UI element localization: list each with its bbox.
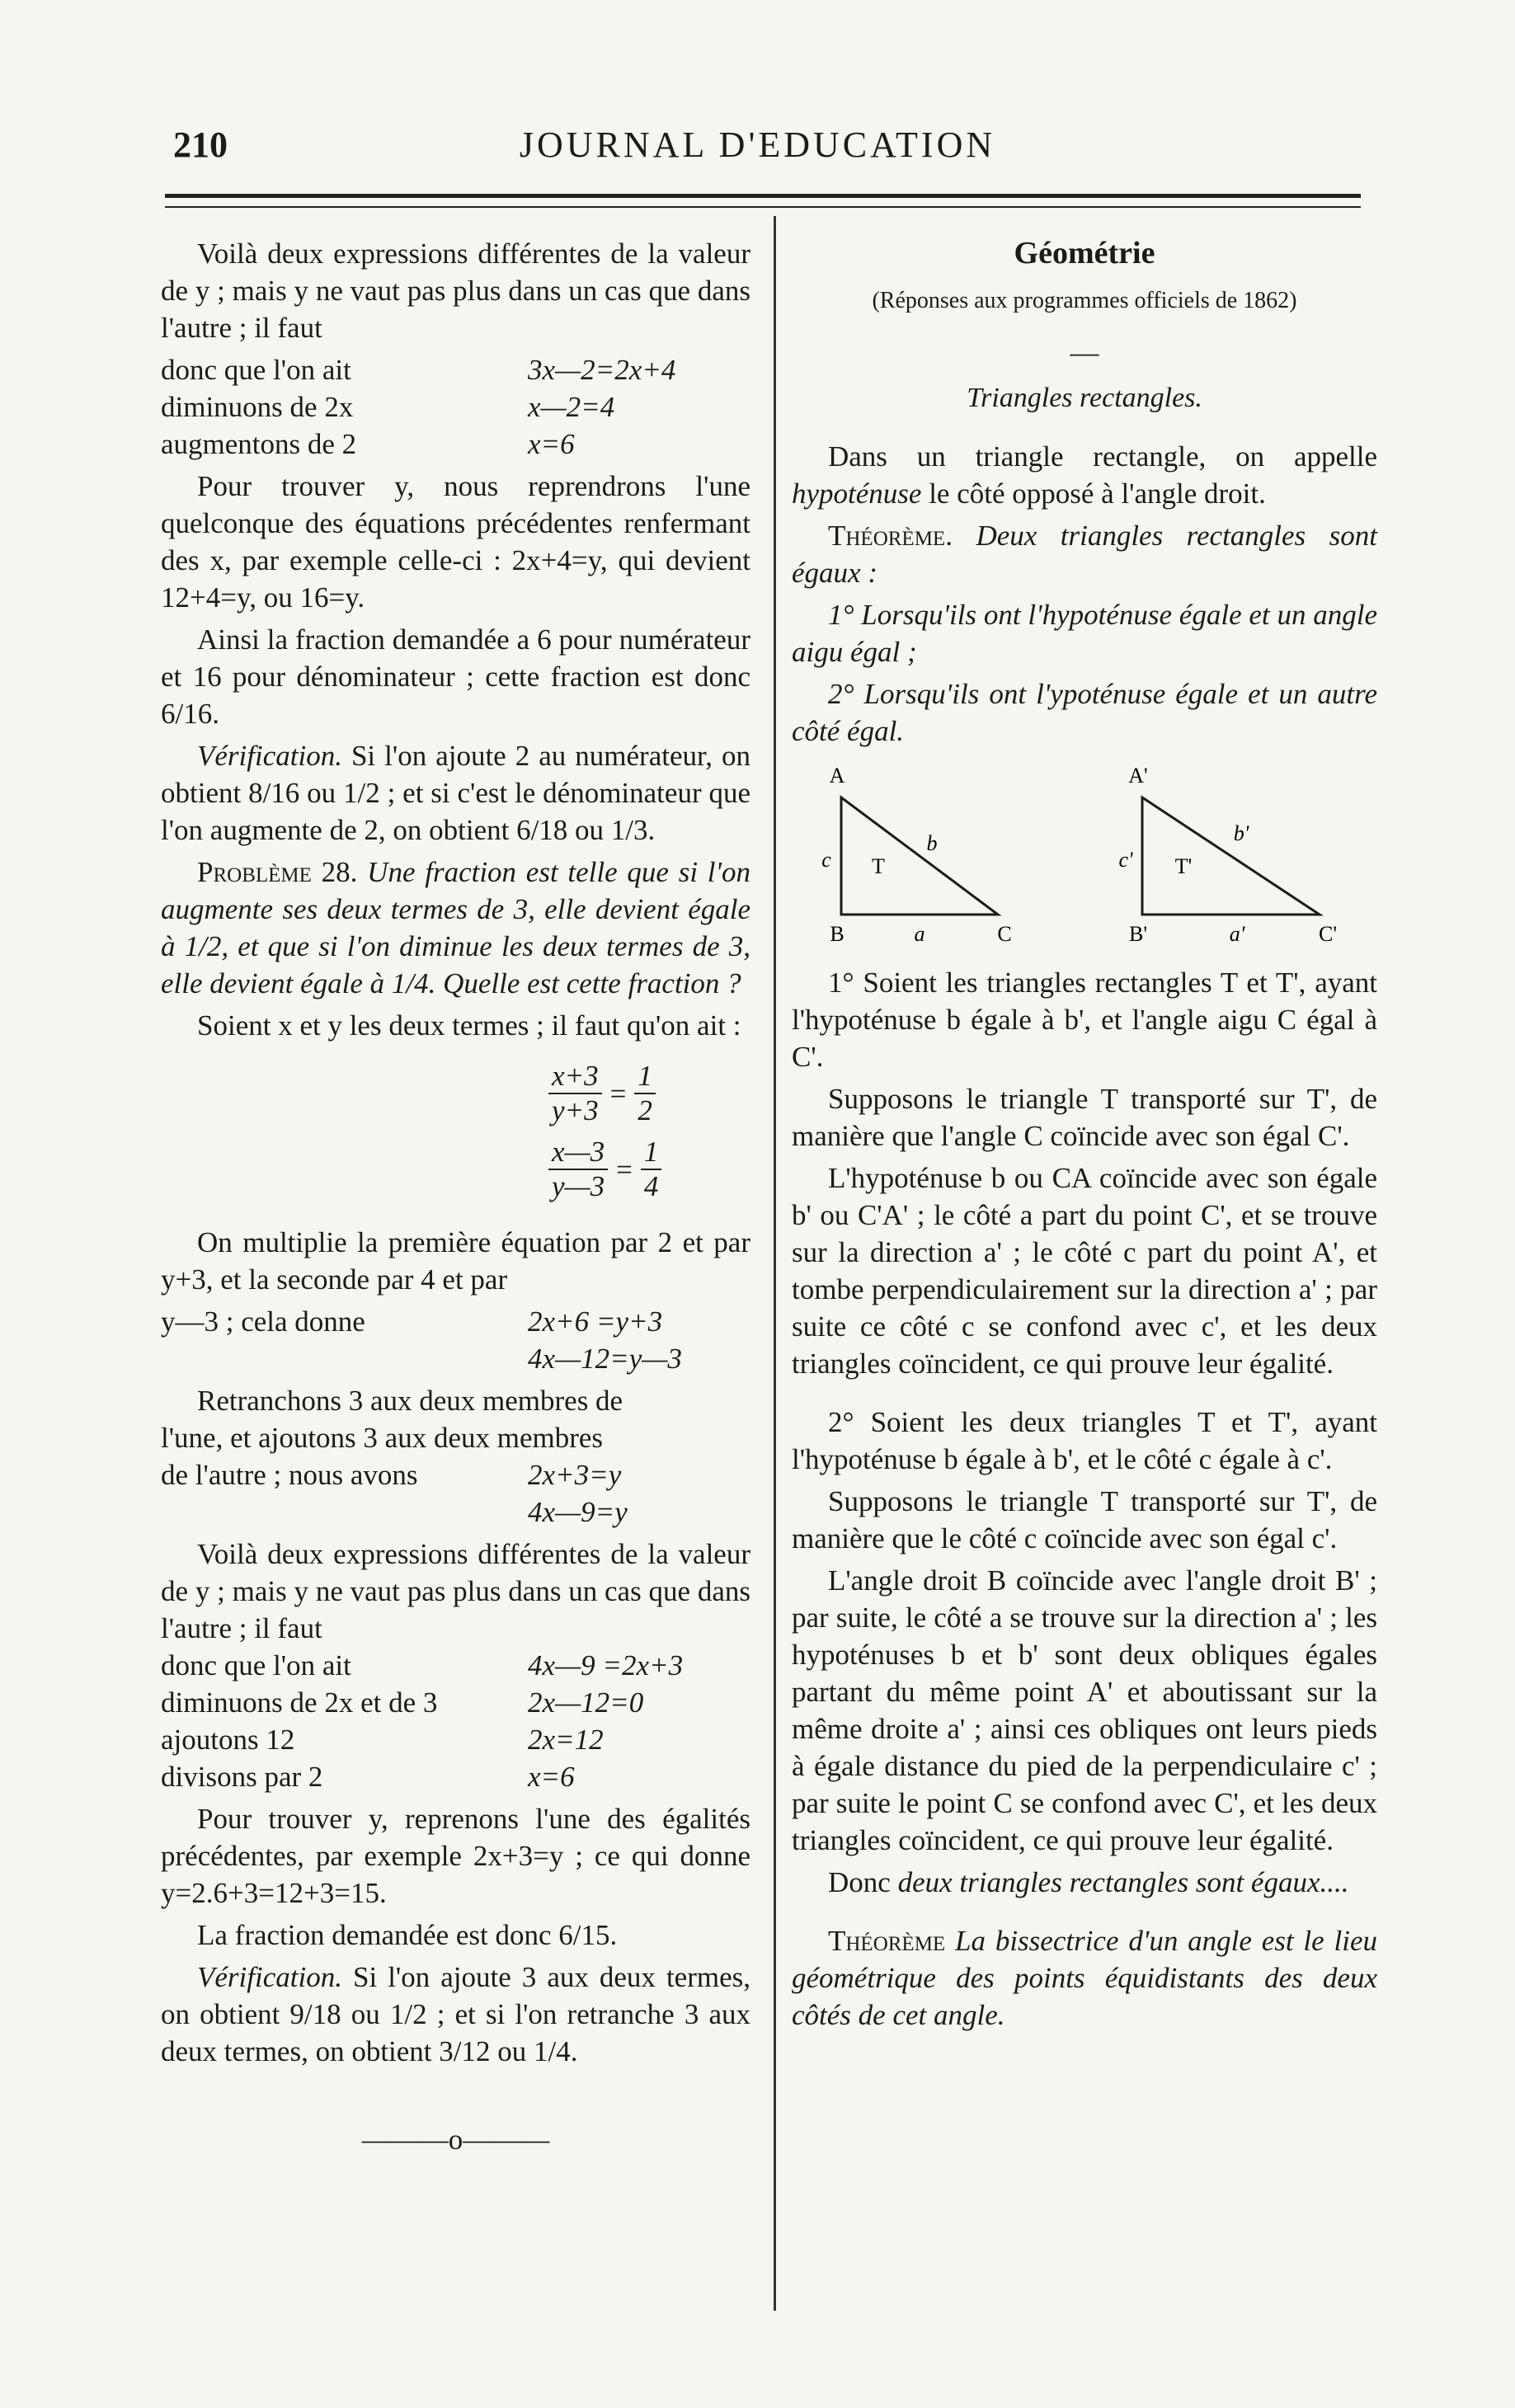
verification-label: Vérification. <box>197 1961 342 1993</box>
paragraph: 2° Soient les deux triangles T et T', ayant l'hypoténuse b égale à b', et le côté c égale à c'. <box>792 1406 1377 1475</box>
equation: 4x—12=y—3 <box>528 1343 682 1375</box>
paragraph: Voilà deux expressions différentes de la valeur de y ; mais y ne vaut pas plus dans un cas que dans l'autre ; il faut <box>161 238 750 344</box>
triangle-label: T' <box>1174 854 1193 878</box>
paragraph: Supposons le triangle T transporté sur T', de manière que le côté c coïncide avec son égal c'. <box>792 1485 1377 1554</box>
fraction-denominator: y+3 <box>552 1094 599 1126</box>
equation-label: ajoutons 12 <box>161 1724 295 1756</box>
text: le côté opposé à l'angle droit. <box>929 477 1266 510</box>
header-rule-thick <box>165 194 1361 198</box>
text: Donc <box>828 1866 891 1898</box>
equation-line <box>161 426 750 463</box>
term: hypoténuse <box>792 477 922 510</box>
paragraph: Retranchons 3 aux deux membres de <box>197 1385 623 1417</box>
paragraph: l'une, et ajoutons 3 aux deux membres <box>161 1422 604 1454</box>
theorem-case: 1° Lorsqu'ils ont l'hypoténuse égale et un angle aigu égal ; <box>792 599 1377 668</box>
equation: 2x=12 <box>528 1724 604 1756</box>
left-column <box>161 235 750 2158</box>
triangle-label: T <box>872 854 885 878</box>
equation-line <box>161 1684 750 1721</box>
equation-line <box>161 1721 750 1758</box>
equation: 4x—9=y <box>528 1496 628 1528</box>
paragraph: Pour trouver y, reprenons l'une des égalités précédentes, par exemple 2x+3=y ; ce qui donne y=2.6+3=12+3=15. <box>161 1803 750 1909</box>
paragraph: Voilà deux expressions différentes de la valeur de y ; mais y ne vaut pas plus dans un cas que dans l'autre ; il faut <box>161 1538 750 1644</box>
vertex-label: B <box>830 922 845 946</box>
theorem-paragraph <box>792 1922 1377 2034</box>
theorem-label: Théorème <box>828 1925 946 1957</box>
fraction-denominator: 2 <box>638 1094 652 1126</box>
equation: 3x—2=2x+4 <box>528 354 676 386</box>
column-divider <box>774 216 776 2311</box>
paragraph <box>161 737 750 849</box>
equation-label: diminuons de 2x <box>161 391 354 423</box>
triangle-T-shape <box>841 797 998 915</box>
triangle-figures <box>792 758 1377 956</box>
separator-dash: — <box>1070 336 1099 369</box>
paragraph <box>792 438 1377 512</box>
triangle-T-prime-shape <box>1142 797 1320 915</box>
equation-line <box>161 1493 750 1531</box>
fraction-denominator: y—3 <box>552 1170 605 1202</box>
equation-label: augmentons de 2 <box>161 428 357 460</box>
side-label: c <box>821 848 831 872</box>
equation: 2x+3=y <box>528 1459 622 1491</box>
paragraph: 1° Soient les triangles rectangles T et T', ayant l'hypoténuse b égale à b', et l'angle aigu C égal à C'. <box>792 966 1377 1073</box>
fraction-numerator: x+3 <box>548 1060 602 1094</box>
equation: 2x+6 =y+3 <box>528 1305 663 1338</box>
equation-label: divisons par 2 <box>161 1761 323 1793</box>
equation-line <box>161 351 750 388</box>
text: Dans un triangle rectangle, on appelle <box>828 440 1377 473</box>
paragraph: La fraction demandée est donc 6/15. <box>197 1919 618 1951</box>
conclusion: deux triangles rectangles sont égaux.... <box>897 1866 1349 1898</box>
side-label: b <box>926 831 938 855</box>
page-number: 210 <box>173 125 228 165</box>
theorem-text: La bissectrice d'un angle est le lieu géométrique des points équidistants des deux côtés de cet angle. <box>792 1925 1377 2031</box>
equation-line <box>161 1758 750 1795</box>
paragraph: L'hypoténuse b ou CA coïncide avec son égale b' ou C'A' ; le côté a part du point C', et se trouve sur la direction a' ; le côté c part du point A', et tombe perpendiculairement sur la direction a' ; par suite ce côté c se confond avec c', et les deux triangles coïncident, ce qui prouve leur égalité. <box>792 1162 1377 1380</box>
equation-label: donc que l'on ait <box>161 354 351 386</box>
section-subtitle: (Réponses aux programmes officiels de 1862) <box>872 288 1297 313</box>
verification-text: Si l'on ajoute 3 aux deux termes, on obtient 9/18 ou 1/2 ; et si l'on retranche 3 aux deux termes, on obtient 3/12 ou 1/4. <box>161 1961 750 2067</box>
paragraph <box>792 1864 1377 1901</box>
problem-text: Une fraction est telle que si l'on augmente ses deux termes de 3, elle devient égale à 1/2, et que si l'on diminue les deux termes de 3, elle devient égale à 1/4. Quelle est cette fraction ? <box>161 856 750 999</box>
fraction-numerator: x—3 <box>548 1136 608 1170</box>
equation-label: y—3 ; cela donne <box>161 1305 365 1338</box>
paragraph: Ainsi la fraction demandée a 6 pour numérateur et 16 pour dénominateur ; cette fraction est donc 6/16. <box>161 623 750 730</box>
equation-line <box>161 1303 750 1340</box>
end-mark: ———o——— <box>361 2123 550 2156</box>
equation-label: donc que l'on ait <box>161 1649 351 1681</box>
paragraph: L'angle droit B coïncide avec l'angle droit B' ; par suite, le côté a se trouve sur la direction a' ; les hypoténuses b et b' sont deux obliques égales partant du même point A' et aboutissant sur la même droite a' ; ainsi ces obliques ont leurs pieds à égale distance du pied de la perpendiculaire c' ; par suite le point C se confond avec C', et les deux triangles coïncident, ce qui prouve leur égalité. <box>792 1564 1377 1856</box>
topic-title: Triangles rectangles. <box>967 383 1202 413</box>
paragraph <box>161 1959 750 2070</box>
side-label: c' <box>1118 848 1133 872</box>
triangle-T-prime <box>1118 764 1337 946</box>
paragraph: Soient x et y les deux termes ; il faut qu'on ait : <box>197 1009 741 1042</box>
equation: 2x—12=0 <box>528 1686 644 1719</box>
paragraph: Pour trouver y, nous reprendrons l'une quelconque des équations précédentes renfermant des x, par exemple celle-ci : 2x+4=y, qui devient 12+4=y, ou 16=y. <box>161 470 750 614</box>
equation: x—2=4 <box>528 391 615 423</box>
equation-line <box>161 1647 750 1684</box>
vertex-label: A <box>829 764 845 788</box>
equation: 4x—9 =2x+3 <box>528 1649 684 1681</box>
page-header <box>0 124 1515 173</box>
vertex-label: B' <box>1128 922 1148 946</box>
triangle-diagram <box>792 758 1377 956</box>
vertex-label: C <box>997 922 1012 946</box>
theorem-case: 2° Lorsqu'ils ont l'ypoténuse égale et un autre côté égal. <box>792 678 1377 747</box>
equation: x=6 <box>528 428 575 460</box>
paragraph: On multiplie la première équation par 2 et par y+3, et la seconde par 4 et par <box>161 1226 750 1296</box>
equation-label: diminuons de 2x et de 3 <box>161 1686 438 1719</box>
triangle-T <box>821 764 1011 946</box>
problem-paragraph <box>161 854 750 1002</box>
fraction-denominator: 4 <box>643 1170 659 1202</box>
paragraph: Supposons le triangle T transporté sur T', de manière que l'angle C coïncide avec son égal C'. <box>792 1083 1377 1152</box>
fraction-equations <box>548 1056 750 1207</box>
vertex-label: A' <box>1128 764 1148 788</box>
problem-label: Problème 28. <box>197 856 358 888</box>
equation-line <box>161 1340 750 1377</box>
fraction-equation: $\frac{x—3}{y—3}$ = $\frac{1}{4}$ <box>548 1131 750 1207</box>
fraction-numerator: 1 <box>641 1136 662 1170</box>
equation-line <box>161 388 750 426</box>
equation-label: de l'autre ; nous avons <box>161 1459 418 1491</box>
vertex-label: C' <box>1318 922 1338 946</box>
fraction-equation: $\frac{x+3}{y+3}$ = $\frac{1}{2}$ <box>548 1056 750 1131</box>
side-label: a' <box>1229 922 1245 946</box>
verification-text: Si l'on ajoute 2 au numérateur, on obtient 8/16 ou 1/2 ; et si c'est le dénominateur que l'on augmente de 2, on obtient 6/18 ou 1/3. <box>161 740 750 846</box>
equation: x=6 <box>528 1761 575 1793</box>
equation-line <box>161 1456 750 1493</box>
theorem-text: Deux triangles rectangles sont égaux : <box>792 520 1377 589</box>
verification-label: Vérification. <box>197 740 342 772</box>
right-column <box>792 235 1377 2039</box>
theorem-paragraph <box>792 517 1377 591</box>
side-label: a <box>914 922 925 946</box>
running-title: JOURNAL D'EDUCATION <box>519 125 996 165</box>
section-title: Géométrie <box>1014 236 1155 270</box>
theorem-label: Théorème. <box>828 520 953 552</box>
side-label: b' <box>1233 821 1249 845</box>
fraction-numerator: 1 <box>634 1060 656 1094</box>
header-rule-thin <box>165 206 1361 208</box>
